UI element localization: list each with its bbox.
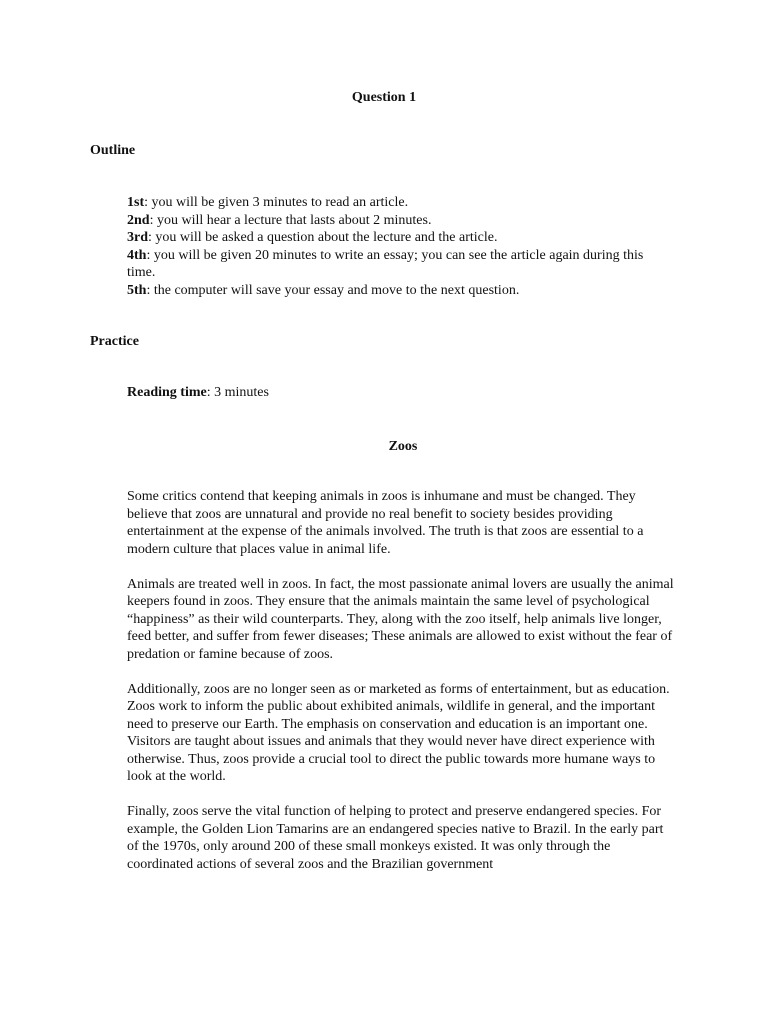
outline-step <box>127 282 672 300</box>
outline-list <box>127 194 672 299</box>
step-text: : you will be asked a question about the lecture and the article. <box>148 230 498 245</box>
article-body <box>127 488 677 891</box>
article-paragraph: Finally, zoos serve the vital function of helping to protect and preserve endangered species. For example, the Golden Lion Tamarins are an endangered species native to Brazil. In the early part of the 1970s, only around 200 of these small monkeys existed. It was only through the coordinated actions of several zoos and the Brazilian government <box>127 804 664 872</box>
step-text: : the computer will save your essay and move to the next question. <box>146 282 520 298</box>
outline-step <box>127 229 672 247</box>
step-number: 1st <box>127 195 145 210</box>
outline-step <box>127 247 672 282</box>
reading-time <box>127 385 269 401</box>
reading-time-value: : 3 minutes <box>206 385 269 400</box>
step-text: : you will be given 3 minutes to read an article. <box>144 195 409 210</box>
step-text: : you will be given 20 minutes to write an essay; you can see the article again during this time. <box>127 247 644 280</box>
step-number: 5th <box>127 282 147 298</box>
article-paragraph: Additionally, zoos are no longer seen as or marketed as forms of entertainment, but as education. Zoos work to inform the public about exhibited animals, wildlife in general, and the important need to preserve our Earth. The emphasis on conservation and education is an important one. Visitors are taught about issues and animals that they would never have direct experience with otherwise. Thus, zoos provide a crucial tool to direct the public towards more humane ways to look at the world. <box>127 681 670 784</box>
step-number: 4th <box>127 247 147 263</box>
article-paragraph: Animals are treated well in zoos. In fact, the most passionate animal lovers are usually the animal keepers found in zoos. They ensure that the animals maintain the same level of psychological “happiness” as their wild counterparts. They, along with the zoo itself, help animals live longer, feed better, and suffer from fewer diseases; These animals are allowed to exist without the fear of predation or famine because of zoos. <box>127 576 674 662</box>
step-text: : you will hear a lecture that lasts about 2 minutes. <box>149 212 432 228</box>
reading-time-label: Reading time <box>127 385 207 400</box>
article-paragraph: Some critics contend that keeping animals in zoos is inhumane and must be changed. They believe that zoos are unnatural and provide no real benefit to society besides providing entertainment at the expense of the animals involved. The truth is that zoos are essential to a modern culture that places value in animal life. <box>127 489 644 557</box>
step-number: 3rd <box>127 230 148 245</box>
practice-heading: Practice <box>90 334 139 349</box>
outline-step <box>127 194 672 212</box>
outline-step <box>127 212 672 230</box>
question-title: Question 1 <box>351 90 417 105</box>
step-number: 2nd <box>127 212 150 228</box>
outline-heading: Outline <box>90 143 136 158</box>
article-title: Zoos <box>388 439 418 454</box>
